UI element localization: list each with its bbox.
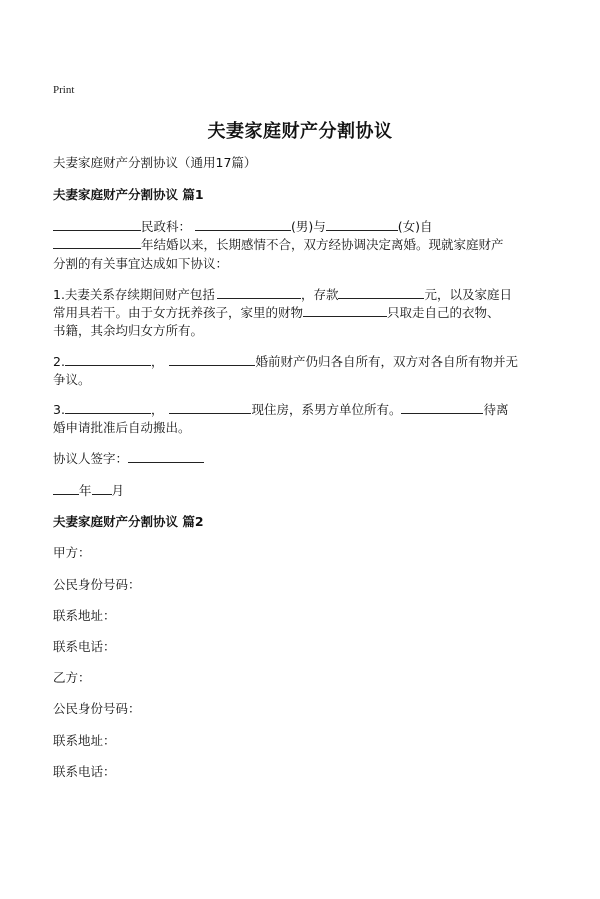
item3-line1: 3. ， 现住房，系男方单位所有。 待离 [53, 399, 508, 421]
section1-line3: 分割的有关事宜达成如下协议： [53, 256, 229, 271]
year-blank [53, 480, 79, 495]
section1-line2: 年结婚以来，长期感情不合，双方经协调决定离婚。现就家庭财产 [53, 234, 504, 256]
date-line: 年 月 [53, 480, 124, 502]
signature-blank [128, 448, 204, 463]
item2-line2: 争议。 [53, 372, 91, 387]
section1-line1: 民政科： (男)与 (女)自 [53, 216, 433, 238]
party-a-phone-label: 联系电话： [53, 639, 116, 654]
blank-field [338, 284, 424, 299]
print-link[interactable]: Print [53, 84, 75, 96]
blank-field [303, 302, 387, 317]
section1-heading: 夫妻家庭财产分割协议 篇1 [53, 187, 204, 202]
section2-heading: 夫妻家庭财产分割协议 篇2 [53, 514, 204, 529]
month-blank [92, 480, 112, 495]
signature-line: 协议人签字： [53, 448, 204, 470]
blank-field [195, 216, 291, 231]
blank-field [326, 216, 398, 231]
party-a-id-label: 公民身份号码： [53, 577, 141, 592]
party-a-address-label: 联系地址： [53, 608, 116, 623]
party-b-address-label: 联系地址： [53, 733, 116, 748]
blank-field [169, 351, 255, 366]
blank-field [217, 284, 301, 299]
blank-field [65, 399, 151, 414]
document-title: 夫妻家庭财产分割协议 [207, 121, 393, 142]
party-b-label: 乙方： [53, 670, 91, 685]
party-b-phone-label: 联系电话： [53, 764, 116, 779]
document-subtitle: 夫妻家庭财产分割协议（通用17篇） [53, 155, 257, 170]
party-a-label: 甲方： [53, 545, 91, 560]
blank-field [53, 216, 141, 231]
item1-line1: 1.夫妻关系存续期间财产包括 ，存款 元，以及家庭日 [53, 284, 512, 306]
item3-line2: 婚申请批准后自动搬出。 [53, 420, 191, 435]
blank-field [169, 399, 251, 414]
blank-field [65, 351, 151, 366]
item1-line2: 常用具若干。由于女方抚养孩子，家里的财物 只取走自己的衣物、 [53, 302, 500, 324]
party-b-id-label: 公民身份号码： [53, 701, 141, 716]
item1-line3: 书籍，其余均归女方所有。 [53, 323, 204, 338]
blank-field [53, 234, 141, 249]
item2-line1: 2. ， 婚前财产仍归各自所有，双方对各自所有物并无 [53, 351, 518, 373]
blank-field [401, 399, 483, 414]
